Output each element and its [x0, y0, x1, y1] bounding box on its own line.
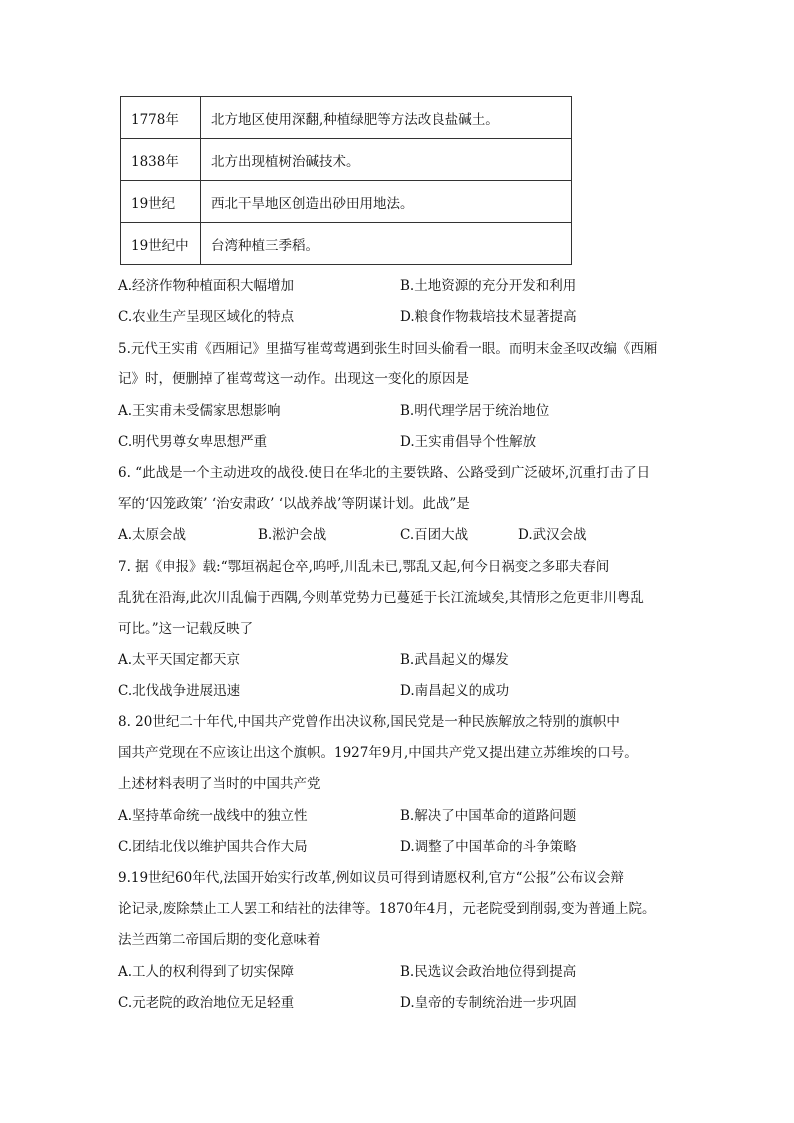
q5-stem-line-2: 记》时，便删掉了崔莺莺这一动作。出现这一变化的原因是 — [118, 371, 469, 387]
q7-option-d: D.南昌起义的成功 — [400, 683, 510, 699]
table-cell-desc: 北方出现植树治碱技术。 — [201, 139, 572, 181]
table-cell-desc: 台湾种植三季稻。 — [201, 223, 572, 265]
q8-stem-line-1: 8. 20世纪二十年代,中国共产党曾作出决议称,国民党是一种民族解放之特别的旗帜中 — [118, 714, 620, 730]
q7-stem-line-3: 可比。”这一记载反映了 — [118, 621, 254, 637]
q8-stem-line-3: 上述材料表明了当时的中国共产党 — [118, 776, 321, 792]
q5-option-b: B.明代理学居于统治地位 — [400, 403, 550, 419]
q6-option-a: A.太原会战 — [118, 527, 187, 543]
q9-option-c: C.元老院的政治地位无足轻重 — [118, 995, 295, 1011]
agriculture-table — [120, 96, 572, 265]
q5-stem-line-1: 5.元代王实甫《西厢记》里描写崔莺莺遇到张生时回头偷看一眼。而明末金圣叹改编《西厢 — [118, 341, 658, 357]
q9-option-b: B.民选议会政治地位得到提高 — [400, 964, 577, 980]
q7-stem-line-2: 乱犹在沿海,此次川乱偏于西隅,今则革党势力已蔓延于长江流域矣,其情形之危更非川粤乱 — [118, 590, 644, 606]
table-row — [121, 97, 572, 139]
q6-option-d: D.武汉会战 — [518, 527, 587, 543]
table-cell-time: 1778年 — [121, 97, 201, 139]
q4-option-b: B.土地资源的充分开发和利用 — [400, 278, 577, 294]
q5-option-a: A.王实甫未受儒家思想影响 — [118, 403, 281, 419]
q9-option-a: A.工人的权利得到了切实保障 — [118, 964, 295, 980]
q8-option-a: A.坚持革命统一战线中的独立性 — [118, 808, 308, 824]
q5-option-c: C.明代男尊女卑思想严重 — [118, 434, 268, 450]
q6-stem-line-1: 6. “此战是一个主动进攻的战役.使日在华北的主要铁路、公路受到广泛破坏,沉重打击了日 — [118, 465, 651, 481]
table-cell-time: 1838年 — [121, 139, 201, 181]
q9-stem-line-3: 法兰西第二帝国后期的变化意味着 — [118, 932, 321, 948]
table-cell-time: 19世纪中 — [121, 223, 201, 265]
q7-option-b: B.武昌起义的爆发 — [400, 652, 509, 668]
q8-option-d: D.调整了中国革命的斗争策略 — [400, 839, 577, 855]
q7-option-a: A.太平天国定都天京 — [118, 652, 241, 668]
table-cell-time: 19世纪 — [121, 181, 201, 223]
table-row — [121, 223, 572, 265]
q9-stem-line-2: 论记录,废除禁止工人罢工和结社的法律等。1870年4月，元老院受到削弱,变为普通上院。 — [118, 901, 656, 917]
table-row — [121, 181, 572, 223]
q6-option-c: C.百团大战 — [400, 527, 469, 543]
table-row — [121, 139, 572, 181]
q7-option-c: C.北伐战争进展迅速 — [118, 683, 241, 699]
table-cell-desc: 西北干旱地区创造出砂田用地法。 — [201, 181, 572, 223]
q4-option-c: C.农业生产呈现区域化的特点 — [118, 309, 295, 325]
q9-option-d: D.皇帝的专制统治进一步巩固 — [400, 995, 577, 1011]
q5-option-d: D.王实甫倡导个性解放 — [400, 434, 537, 450]
q4-option-d: D.粮食作物栽培技术显著提高 — [400, 309, 577, 325]
table-cell-desc: 北方地区使用深翻,种植绿肥等方法改良盐碱土。 — [201, 97, 572, 139]
q6-option-b: B.淞沪会战 — [258, 527, 327, 543]
q8-option-c: C.团结北伐以维护国共合作大局 — [118, 839, 308, 855]
q6-stem-line-2: 军的‘囚笼政策’ ‘治安肃政’ ‘以战养战’等阴谋计划。此战”是 — [118, 496, 470, 512]
q9-stem-line-1: 9.19世纪60年代,法国开始实行改革,例如议员可得到请愿权利,官方“公报”公布议会辩 — [118, 870, 624, 886]
q8-stem-line-2: 国共产党现在不应该让出这个旗帜。1927年9月,中国共产党又提出建立苏维埃的口号。 — [118, 745, 638, 761]
q8-option-b: B.解决了中国革命的道路问题 — [400, 808, 577, 824]
q4-option-a: A.经济作物种植面积大幅增加 — [118, 278, 295, 294]
q7-stem-line-1: 7. 据《申报》载:“鄂垣祸起仓卒,呜呼,川乱未已,鄂乱又起,何今日祸变之多耶夫春间 — [118, 559, 610, 575]
